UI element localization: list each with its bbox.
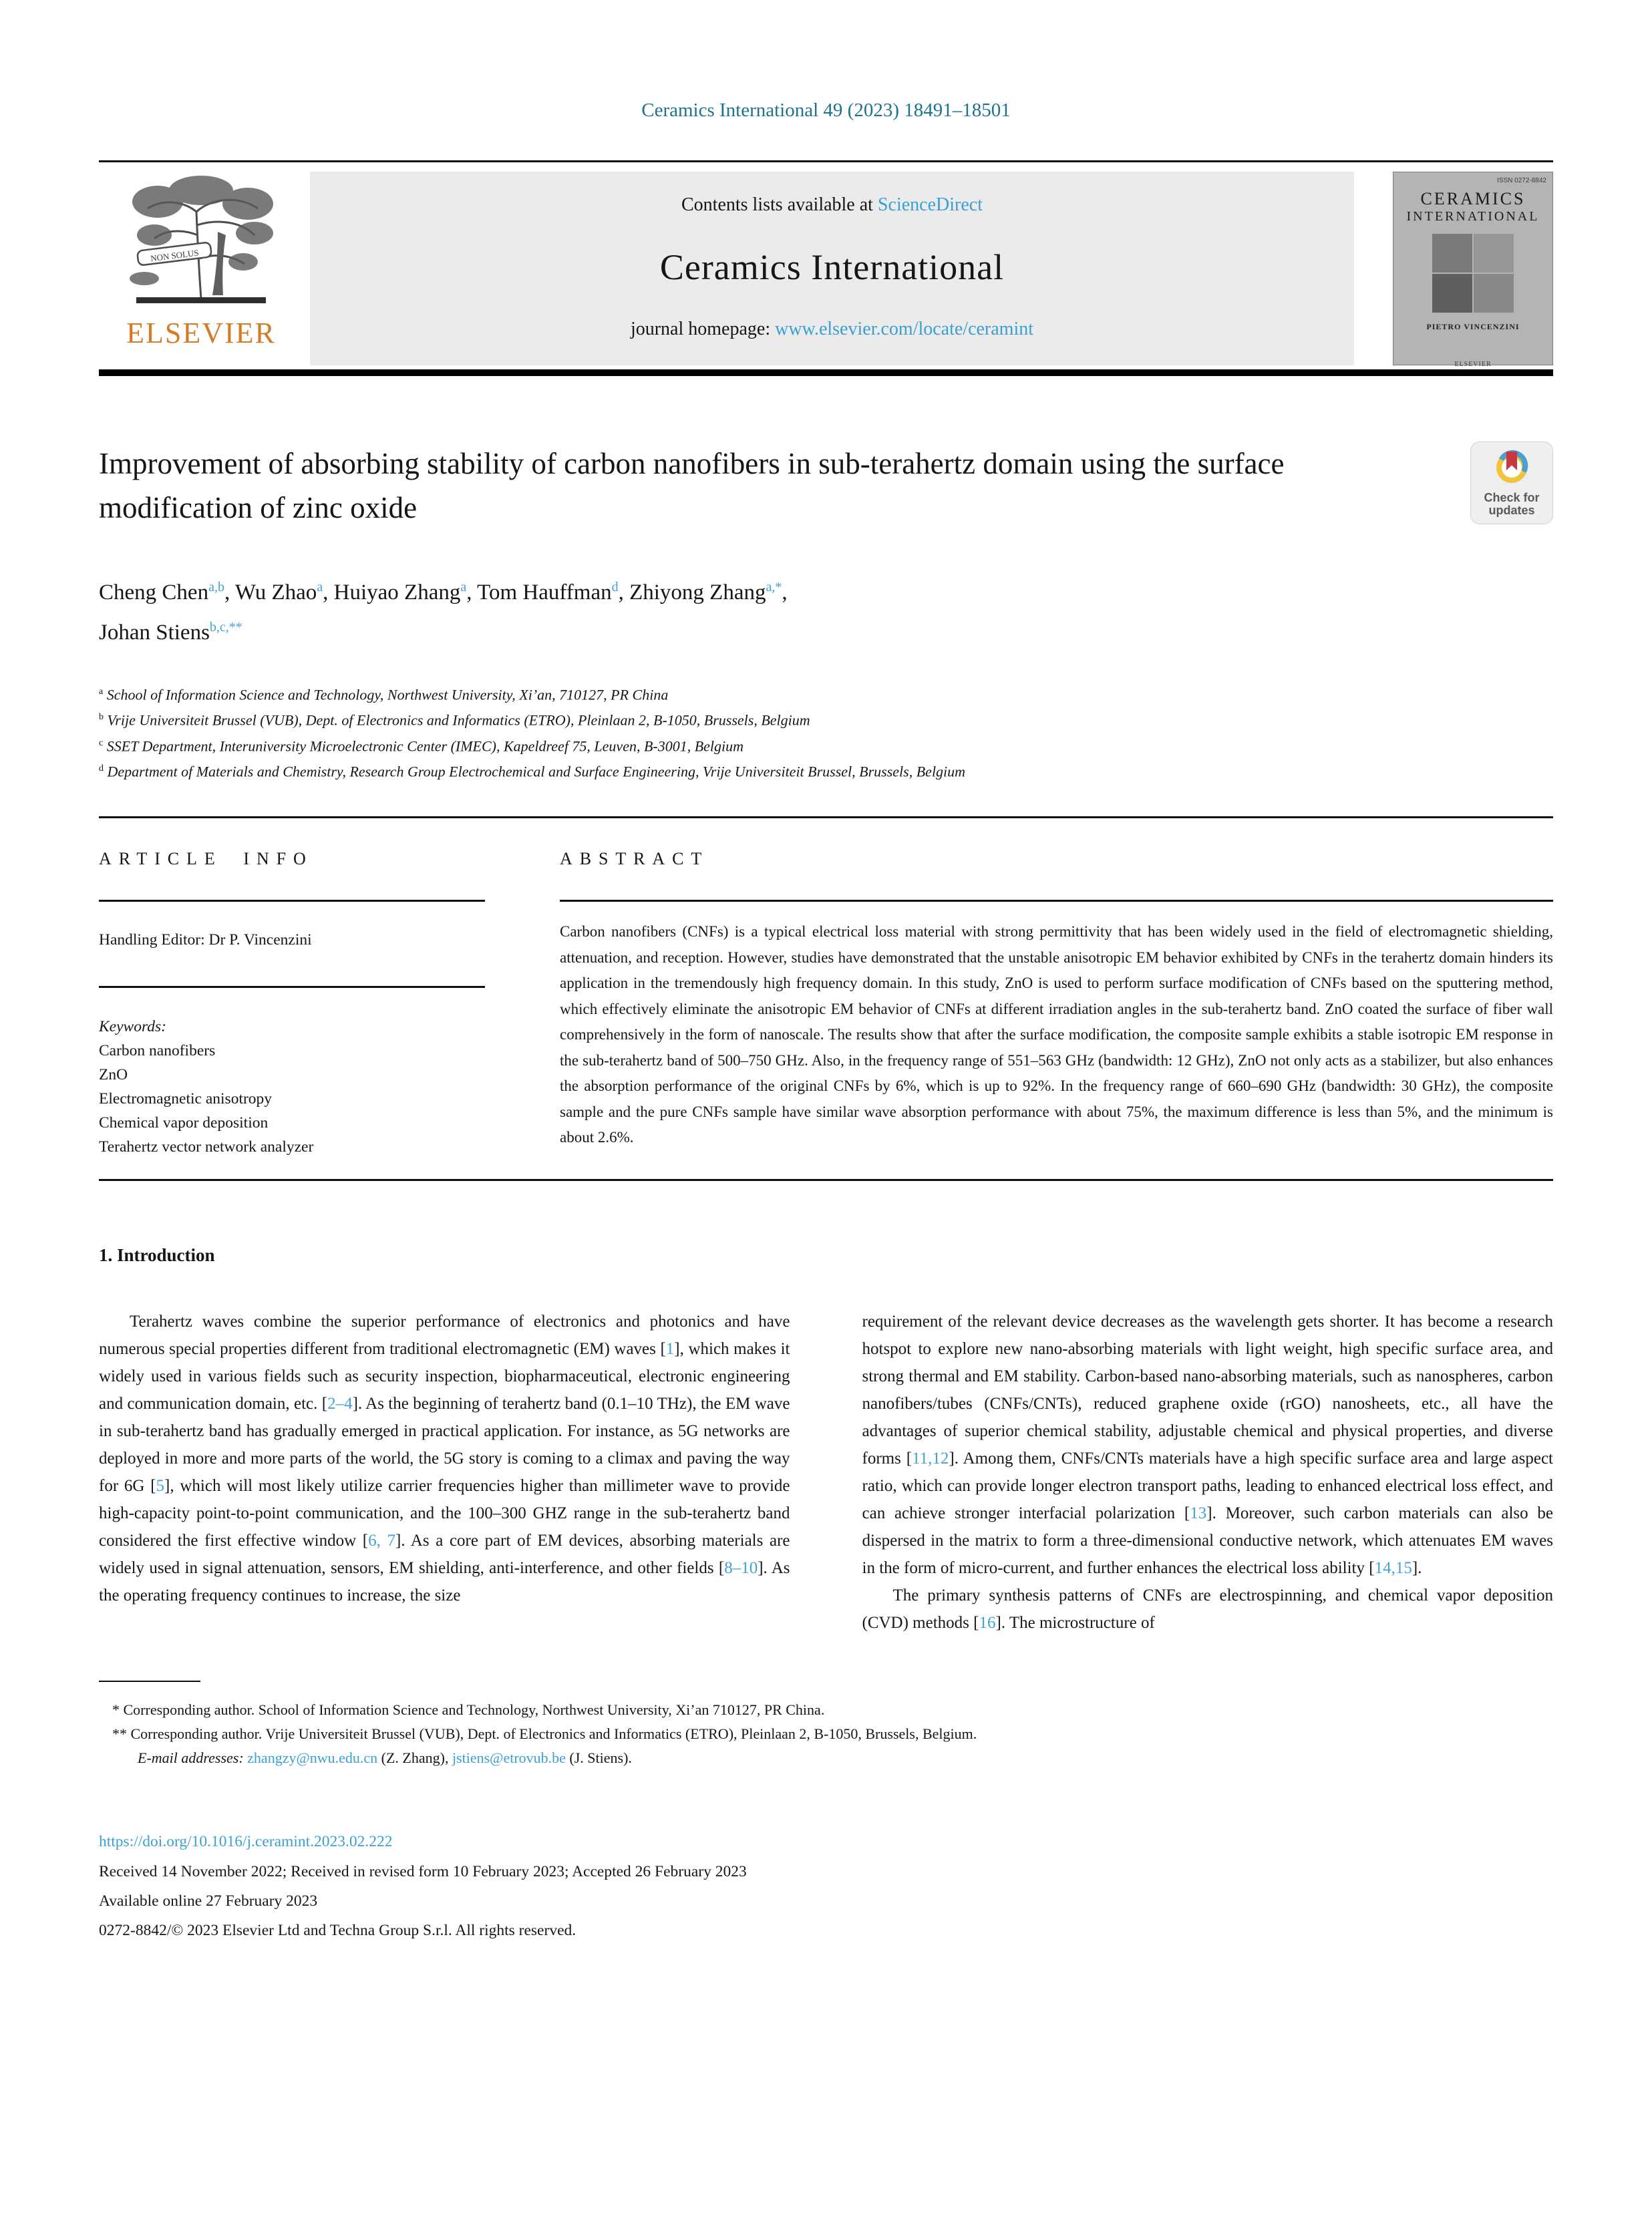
abstract-text: Carbon nanofibers (CNFs) is a typical electrical loss material with strong permittivity that has been widely used in the field of electromagnetic shielding, attenuation, and reception. However, studies have demonstrated that the unstable anisotropic EM behavior exhibited by CNFs in the terahertz domain hinders its application in the tremendously high frequency domain. In this study, ZnO is used to perform surface modification of CNFs based on the sputtering method, which effectively eliminate the anisotropic EM behavior of CNFs at different irradiation angles in the sub-terahertz band. ZnO coated the surface of fiber wall comprehensively in the form of nanoscale. The results show that after the surface modification, the composite sample exhibits a stable isotropic EM response in the sub-terahertz band of 500–750 GHz. Also, in the frequency range of 551–563 GHz (bandwidth: 12 GHz), ZnO not only acts as a stabilizer, but also enhances the absorption performance of the original CNFs by 6%, which is up to 92%. In the frequency range of 660–690 GHz (bandwidth: 30 GHz), the composite sample and the pure CNFs sample have similar wave absorption performance with about 75%, the maximum difference is less than 5%, and the minimum is about 2.6%. [560,923,1553,1146]
keyword-item: Terahertz vector network analyzer [99,1138,314,1156]
affiliation-a: $^a$ School of Information Science and Technology, Northwest University, Xi’an, 710127, PR China [99,686,669,703]
journal-citation: Ceramics International 49 (2023) 18491–18501 [641,100,1011,121]
journal-name: Ceramics International [659,247,1005,287]
non-solus-ribbon-text: NON SOLUS [150,247,200,264]
elsevier-logo [99,172,303,365]
handling-editor: Handling Editor: Dr P. Vincenzini [99,931,312,949]
keywords-rule [99,986,485,988]
authors-line-2: Johan Stiens$^{b,c,**}$ [99,620,242,645]
keywords-list [99,1039,485,1159]
introduction-body [99,1308,1553,1637]
author-list [99,570,1553,650]
keyword-item: ZnO [99,1066,128,1084]
abstract-column [560,848,1553,1159]
keyword-item: Carbon nanofibers [99,1042,216,1060]
abstract-heading: ABSTRACT [560,849,709,869]
check-for-updates-badge[interactable] [1470,442,1553,524]
check-updates-label: Check for updates [1484,491,1540,517]
contents-lists-line[interactable]: Contents lists available at ScienceDirect [681,194,983,215]
intro-paragraph-right-2: The primary synthesis patterns of CNFs are electrospinning, and chemical vapor deposition (CVD) methods [16]. The microstructure of [862,1586,1553,1633]
affiliation-c: $^c$ SSET Department, Interuniversity Microelectronic Center (IMEC), Kapeldreef 75, Leuven, B-3001, Belgium [99,737,744,754]
tree-figure [212,232,226,295]
abstract-bottom-rule [99,1179,1553,1181]
article-info-column [99,848,485,1159]
article-info-heading: ARTICLE INFO [99,849,313,869]
journal-cover-thumbnail [1393,172,1553,368]
cover-title-line1: CERAMICS [1420,189,1526,208]
abstract-rule [560,900,1553,902]
copyright-line: 0272-8842/© 2023 Elsevier Ltd and Techna Group S.r.l. All rights reserved. [99,1922,576,1940]
article-title: Improvement of absorbing stability of carbon nanofibers in sub-terahertz domain using the surface modification of zinc oxide [99,447,1285,524]
info-top-rule [99,816,1553,818]
journal-banner [99,172,1553,368]
body-right-column [862,1308,1554,1637]
cover-title-line2: INTERNATIONAL [1406,209,1540,224]
banner-center [310,172,1354,365]
affiliations [99,681,1553,783]
footnotes [99,1681,1553,1770]
introduction-heading: 1. Introduction [99,1245,215,1266]
doi-link[interactable]: https://doi.org/10.1016/j.ceramint.2023.02.222 [99,1833,393,1851]
authors-line-1: Cheng Chen$^{a,b}$, Wu Zhao$^a$, Huiyao Zhang$^a$, Tom Hauffman$^d$, Zhiyong Zhang$^{a,*}$, [99,580,788,605]
body-left-column [99,1308,790,1637]
received-dates: Received 14 November 2022; Received in revised form 10 February 2023; Accepted 26 February 2023 [99,1863,747,1881]
publication-history [99,1857,1553,1945]
keywords-label: Keywords: [99,1018,166,1036]
elsevier-wordmark: ELSEVIER [126,317,276,349]
affiliation-b: $^b$ Vrije Universiteit Brussel (VUB), Dept. of Electronics and Informatics (ETRO), Pleinlaan 2, B-1050, Brussels, Belgium [99,711,810,729]
elsevier-tree-icon [118,172,285,315]
keyword-item: Chemical vapor deposition [99,1114,269,1132]
footnote-corresponding-1: * Corresponding author. School of Information Science and Technology, Northwest University, Xi’an 710127, PR China. [112,1701,825,1719]
footnote-emails[interactable]: E-mail addresses: zhangzy@nwu.edu.cn (Z. Zhang), jstiens@etrovub.be (J. Stiens). [138,1749,632,1767]
cover-publisher: ELSEVIER [1454,361,1492,368]
cover-image-grid [1432,234,1514,313]
available-online: Available online 27 February 2023 [99,1892,318,1910]
check-updates-icon [1490,449,1533,490]
keyword-item: Electromagnetic anisotropy [99,1090,273,1108]
cover-editor-name: PIETRO VINCENZINI [1426,322,1520,331]
intro-paragraph-right-1: requirement of the relevant device decreases as the wavelength gets shorter. It has become a research hotspot to explore new nano-absorbing materials with light weight, high specific surface area, and strong thermal and EM stability. Carbon-based nano-absorbing materials, such as nanospheres, carbon nanofibers/tubes (CNFs/CNTs), reduced graphene oxide (rGO) nanosheets, etc., all have the advantages of superior chemical stability, adjustable chemical and physical properties, and diverse forms [11,12]. Among them, CNFs/CNTs materials have a high specific surface area and large aspect ratio, which can provide longer electron transport paths, leading to enhanced electrical loss effect, and can achieve stronger interfacial polarization [13]. Moreover, such carbon materials can also be dispersed in the matrix to form a three-dimensional conductive network, which attenuates EM waves in the form of micro-current, and further enhances the electrical loss ability [14,15]. [862,1313,1553,1578]
intro-paragraph-left: Terahertz waves combine the superior performance of electronics and photonics and have numerous special properties different from traditional electromagnetic (EM) waves [1], which makes it widely used in various fields such as security inspection, biopharmaceutical, electronic engineering and communication domain, etc. [2–4]. As the beginning of terahertz band (0.1–10 THz), the EM wave in sub-terahertz band has gradually emerged in practical application. For instance, as 5G networks are deployed in more and more parts of the world, the 5G story is coming to a climax and paving the way for 6G [5], which will most likely utilize carrier frequencies higher than millimeter wave to provide high-capacity point-to-point communication, and the 100–300 GHZ range in the sub-terahertz band considered the first effective window [6, 7]. As a core part of EM devices, absorbing materials are widely used in signal attenuation, sensors, EM shielding, anti-interference, and other fields [8–10]. As the operating frequency continues to increase, the size [99,1313,790,1605]
affiliation-d: $^d$ Department of Materials and Chemistry, Research Group Electrochemical and Surface Engineering, Vrije Universiteit Brussel, Brussels, Belgium [99,763,966,780]
header-divider [99,160,1553,162]
footnote-rule [99,1681,200,1682]
journal-homepage-line[interactable]: journal homepage: www.elsevier.com/locate/ceramint [630,319,1034,339]
footnote-corresponding-2: ** Corresponding author. Vrije Universiteit Brussel (VUB), Dept. of Electronics and Informatics (ETRO), Pleinlaan 2, B-1050, Brussels, Belgium. [112,1725,977,1743]
article-info-rule [99,900,485,902]
cover-issn: ISSN 0272-8842 [1497,177,1546,184]
banner-bottom-rule [99,369,1553,376]
